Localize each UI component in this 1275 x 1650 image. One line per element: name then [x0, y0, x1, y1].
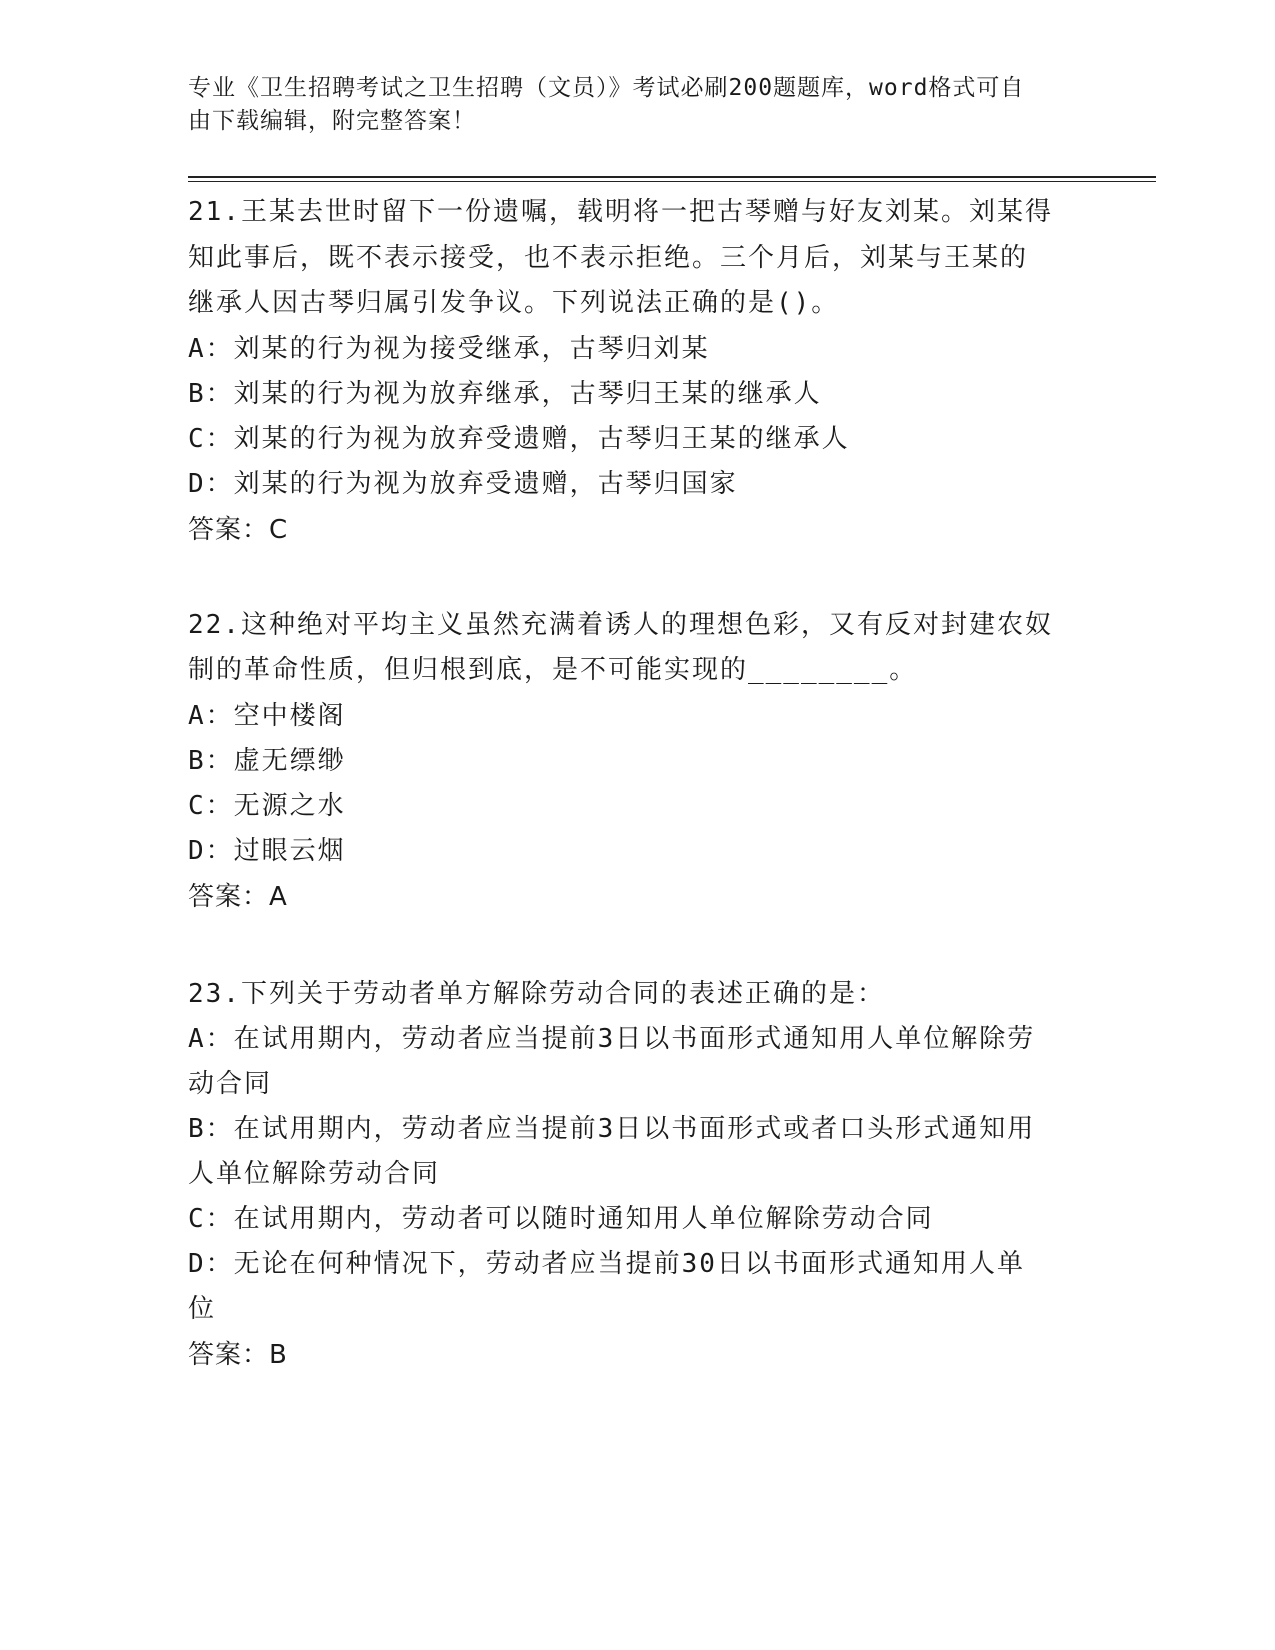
answer-text: 答案：C — [188, 514, 289, 545]
option-b: B：虚无缥缈 — [188, 745, 346, 776]
question-21 — [188, 190, 1088, 553]
question-stem-line: 知此事后，既不表示接受，也不表示拒绝。三个月后，刘某与王某的 — [188, 242, 1029, 273]
option-line: D：无论在何种情况下，劳动者应当提前30日以书面形式通知用人单 — [188, 1249, 1025, 1279]
question-stem — [188, 603, 1088, 694]
option-d: D：刘某的行为视为放弃受遗赠，古琴归国家 — [188, 468, 738, 499]
option-a: A：刘某的行为视为接受继承，古琴归刘某 — [188, 333, 710, 364]
header-line-1: 专业《卫生招聘考试之卫生招聘（文员）》考试必刷200题题库，word格式可自 — [188, 75, 1025, 101]
question-stem-line: 制的革命性质，但归根到底，是不可能实现的________。 — [188, 655, 918, 685]
question-stem-line: 22.这种绝对平均主义虽然充满着诱人的理想色彩，又有反对封建农奴 — [188, 609, 1053, 640]
header-divider-thick — [188, 176, 1156, 178]
question-stem — [188, 190, 1088, 327]
question-list — [188, 190, 1088, 1434]
option-line: 位 — [188, 1294, 217, 1324]
option-a: A：空中楼阁 — [188, 700, 346, 731]
option-c: C：刘某的行为视为放弃受遗赠，古琴归王某的继承人 — [188, 423, 850, 454]
option-d — [188, 1242, 1088, 1332]
option-d: D：过眼云烟 — [188, 835, 346, 866]
option-b: B：刘某的行为视为放弃继承，古琴归王某的继承人 — [188, 378, 822, 409]
answer-text: 答案：A — [188, 881, 288, 912]
header-line-2: 由下载编辑，附完整答案！ — [188, 108, 476, 134]
question-23 — [188, 972, 1088, 1379]
document-header — [188, 72, 1068, 138]
option-line: 人单位解除劳动合同 — [188, 1159, 441, 1189]
option-line: B：在试用期内，劳动者应当提前3日以书面形式或者口头形式通知用 — [188, 1114, 1036, 1144]
option-line: 动合同 — [188, 1069, 273, 1099]
option-b — [188, 1107, 1088, 1197]
option-line: A：在试用期内，劳动者应当提前3日以书面形式通知用人单位解除劳 — [188, 1024, 1036, 1054]
question-stem-line: 23.下列关于劳动者单方解除劳动合同的表述正确的是： — [188, 978, 885, 1009]
option-c: C：在试用期内，劳动者可以随时通知用人单位解除劳动合同 — [188, 1204, 934, 1234]
question-stem-line: 21.王某去世时留下一份遗嘱，载明将一把古琴赠与好友刘某。刘某得 — [188, 197, 1053, 227]
question-22 — [188, 603, 1088, 920]
answer-text: 答案：B — [188, 1340, 288, 1370]
option-c: C：无源之水 — [188, 790, 346, 821]
header-divider-thin — [188, 181, 1156, 182]
question-stem — [188, 972, 1088, 1018]
option-a — [188, 1017, 1088, 1107]
question-stem-line: 继承人因古琴归属引发争议。下列说法正确的是()。 — [188, 288, 840, 318]
